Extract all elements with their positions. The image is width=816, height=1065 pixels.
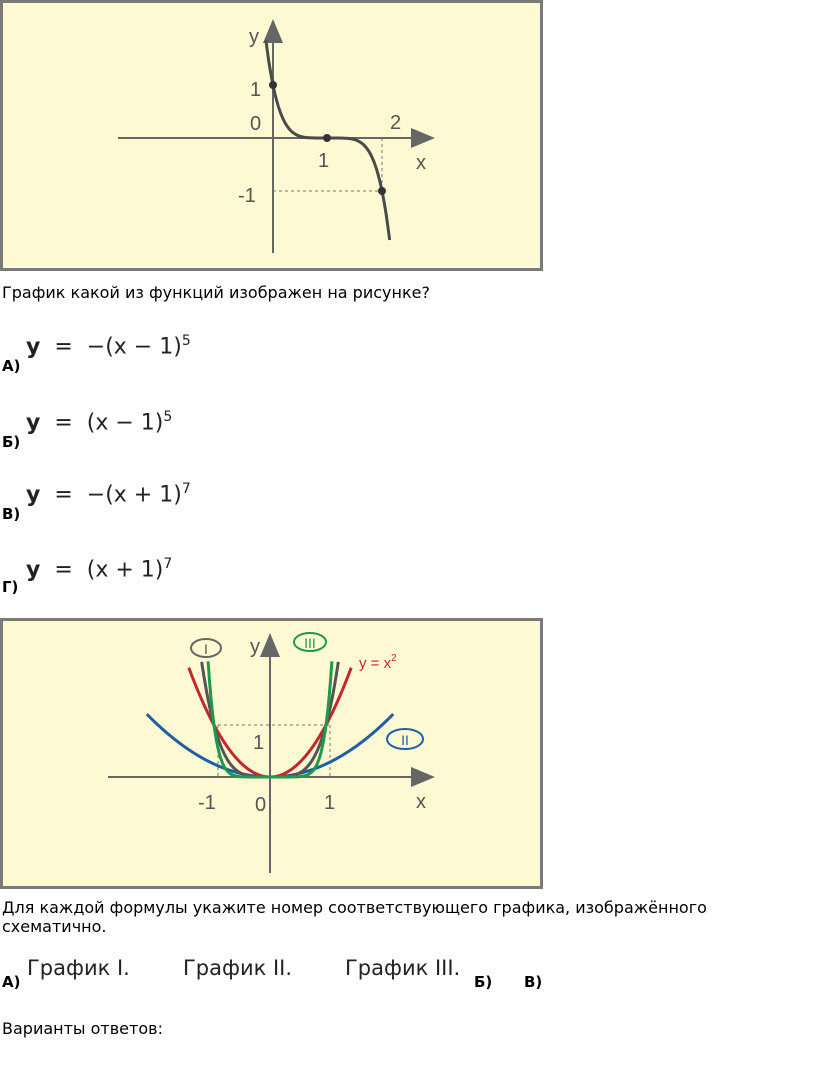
y-axis-label: y	[250, 636, 260, 658]
formula-lhs: y	[26, 410, 41, 436]
tick-x-2: 2	[390, 112, 402, 134]
formula-lhs: y	[26, 334, 41, 360]
formula-exp: 5	[163, 409, 173, 425]
question-1: График какой из функций изображен на рисунке?	[2, 283, 430, 302]
option-b-label: Б)	[2, 433, 21, 451]
graph-1	[3, 3, 546, 274]
parabola-label	[359, 653, 397, 672]
formula-exp: 7	[181, 481, 191, 497]
tick-x-neg1: -1	[198, 792, 216, 814]
tick-y-neg1: -1	[238, 185, 256, 207]
formula-eq: =	[54, 557, 73, 583]
formula-rhs: −(x − 1)	[86, 334, 182, 360]
tick-x-1: 1	[324, 792, 336, 814]
option-v-formula	[26, 481, 191, 507]
parabola-label-text: y = x	[359, 655, 392, 672]
graph-2	[3, 621, 546, 892]
option-g-formula	[26, 556, 172, 582]
graph-option-2: График II.	[183, 956, 293, 980]
tick-origin: 0	[255, 794, 267, 816]
formula-lhs: y	[26, 557, 41, 583]
point-0-1	[269, 81, 277, 89]
option-b-formula	[26, 409, 172, 435]
formula-exp: 7	[163, 556, 173, 572]
formula-rhs: −(x + 1)	[86, 482, 182, 508]
formula-rhs: (x − 1)	[86, 410, 164, 436]
label-III: III	[304, 635, 316, 651]
x-axis-label: x	[416, 152, 426, 174]
tick-y-1: 1	[250, 79, 262, 101]
y-axis-label: y	[249, 26, 259, 48]
formula-lhs: y	[26, 482, 41, 508]
tick-x-1: 1	[318, 150, 330, 172]
figure-1	[0, 0, 543, 271]
formula-eq: =	[54, 410, 73, 436]
point-2-neg1	[378, 187, 386, 195]
figure-2	[0, 618, 543, 889]
option-a-label: А)	[2, 357, 21, 375]
option-a-formula	[26, 333, 191, 359]
tick-origin: 0	[250, 113, 262, 135]
answer-b-label: Б)	[474, 973, 493, 991]
label-II: II	[401, 732, 409, 748]
x-axis-label: x	[416, 791, 426, 813]
formula-eq: =	[54, 482, 73, 508]
graph-option-1: График I.	[27, 956, 130, 980]
option-g-label: Г)	[2, 578, 19, 596]
variants-label: Варианты ответов:	[2, 1019, 163, 1038]
tick-y-1: 1	[253, 732, 265, 754]
graph-option-3: График III.	[345, 956, 461, 980]
option-v-label: В)	[2, 505, 21, 523]
point-1-0	[323, 134, 331, 142]
label-I: I	[204, 641, 208, 657]
answer-a-label: А)	[2, 973, 21, 991]
formula-exp: 5	[181, 333, 191, 349]
question-2: Для каждой формулы укажите номер соответствующего графика, изображённого схематично.	[2, 898, 707, 936]
parabola-label-exp: 2	[391, 653, 397, 664]
answer-v-label: В)	[524, 973, 543, 991]
formula-eq: =	[54, 334, 73, 360]
formula-rhs: (x + 1)	[86, 557, 164, 583]
